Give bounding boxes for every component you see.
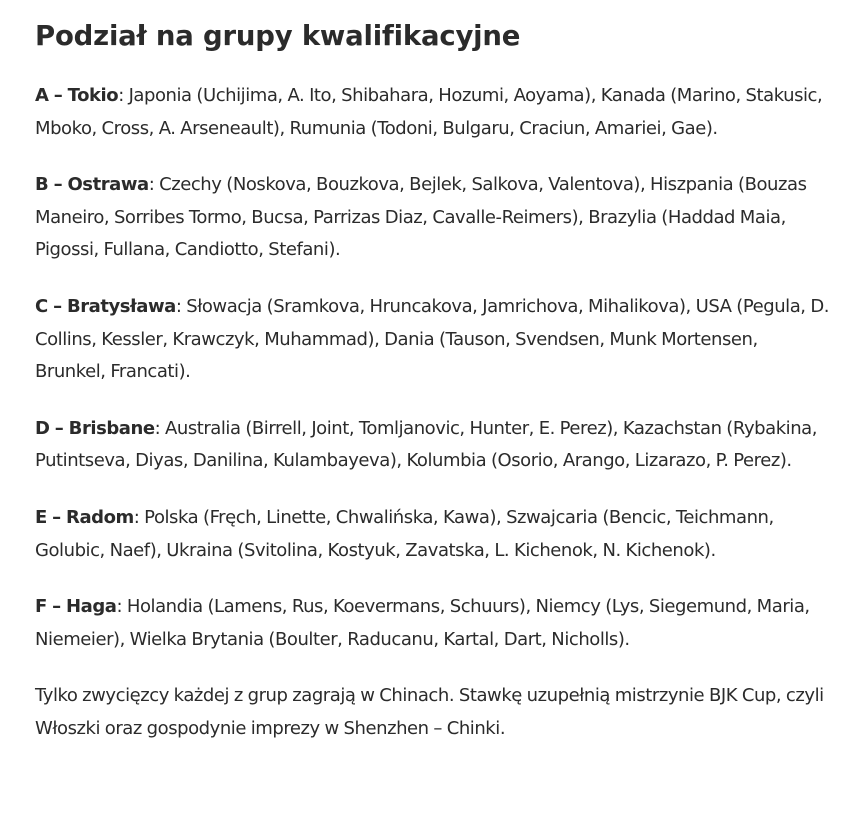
group-d-label: D – Brisbane (35, 417, 155, 439)
group-a-teams: : Japonia (Uchijima, A. Ito, Shibahara, Hozumi, Aoyama), Kanada (Marino, Stakusic, Mboko, Cross, A. Arseneault), Rumunia (Todoni, Bulgaru, Craciun, Amariei, Gae). (35, 85, 823, 139)
group-f-label: F – Haga (35, 596, 117, 618)
group-d-teams: : Australia (Birrell, Joint, Tomljanovic, Hunter, E. Perez), Kazachstan (Rybakina, Putintseva, Diyas, Danilina, Kulambayeva), Kolumbia (Osorio, Arango, Lizarazo, P. Perez). (35, 417, 818, 472)
group-e-label: E – Radom (35, 506, 134, 528)
group-f-teams: : Holandia (Lamens, Rus, Koevermans, Schuurs), Niemcy (Lys, Siegemund, Maria, Niemeier), Wielka Brytania (Boulter, Raducanu, Kartal, Dart, Nicholls). (35, 596, 810, 650)
closing-note: Tylko zwycięzcy każdej z grup zagrają w Chinach. Stawkę uzupełnią mistrzynie BJK Cup, czyli Włoszki oraz gospodynie imprezy w Shenzhen – Chinki. (35, 685, 824, 739)
group-c-teams: : Słowacja (Sramkova, Hruncakova, Jamrichova, Mihalikova), USA (Pegula, D. Collins, Kessler, Krawczyk, Muhammad), Dania (Tauson, Svendsen, Munk Mortensen, Brunkel, Francati). (35, 295, 830, 383)
group-e-teams: : Polska (Fręch, Linette, Chwalińska, Kawa), Szwajcaria (Bencic, Teichmann, Golubic, Naef), Ukraina (Svitolina, Kostyuk, Zavatska, L. Kichenok, N. Kichenok). (35, 506, 774, 561)
group-c-label: C – Bratysława (35, 295, 176, 317)
group-d-paragraph (35, 413, 833, 478)
group-b-teams: : Czechy (Noskova, Bouzkova, Bejlek, Salkova, Valentova), Hiszpania (Bouzas Maneiro, Sorribes Tormo, Bucsa, Parrizas Diaz, Cavalle-Reimers), Brazylia (Haddad Maia, Pigossi, Fullana, Candiotto, Stefani). (35, 174, 807, 261)
group-c-paragraph (35, 291, 833, 389)
group-a-label: A – Tokio (35, 85, 119, 106)
group-b-label: B – Ostrawa (35, 174, 149, 196)
group-b-paragraph (35, 169, 833, 267)
group-e-paragraph (35, 502, 833, 567)
group-a-paragraph (35, 80, 833, 145)
group-f-paragraph (35, 591, 833, 656)
section-heading: Podział na grupy kwalifikacyjne (35, 20, 521, 52)
